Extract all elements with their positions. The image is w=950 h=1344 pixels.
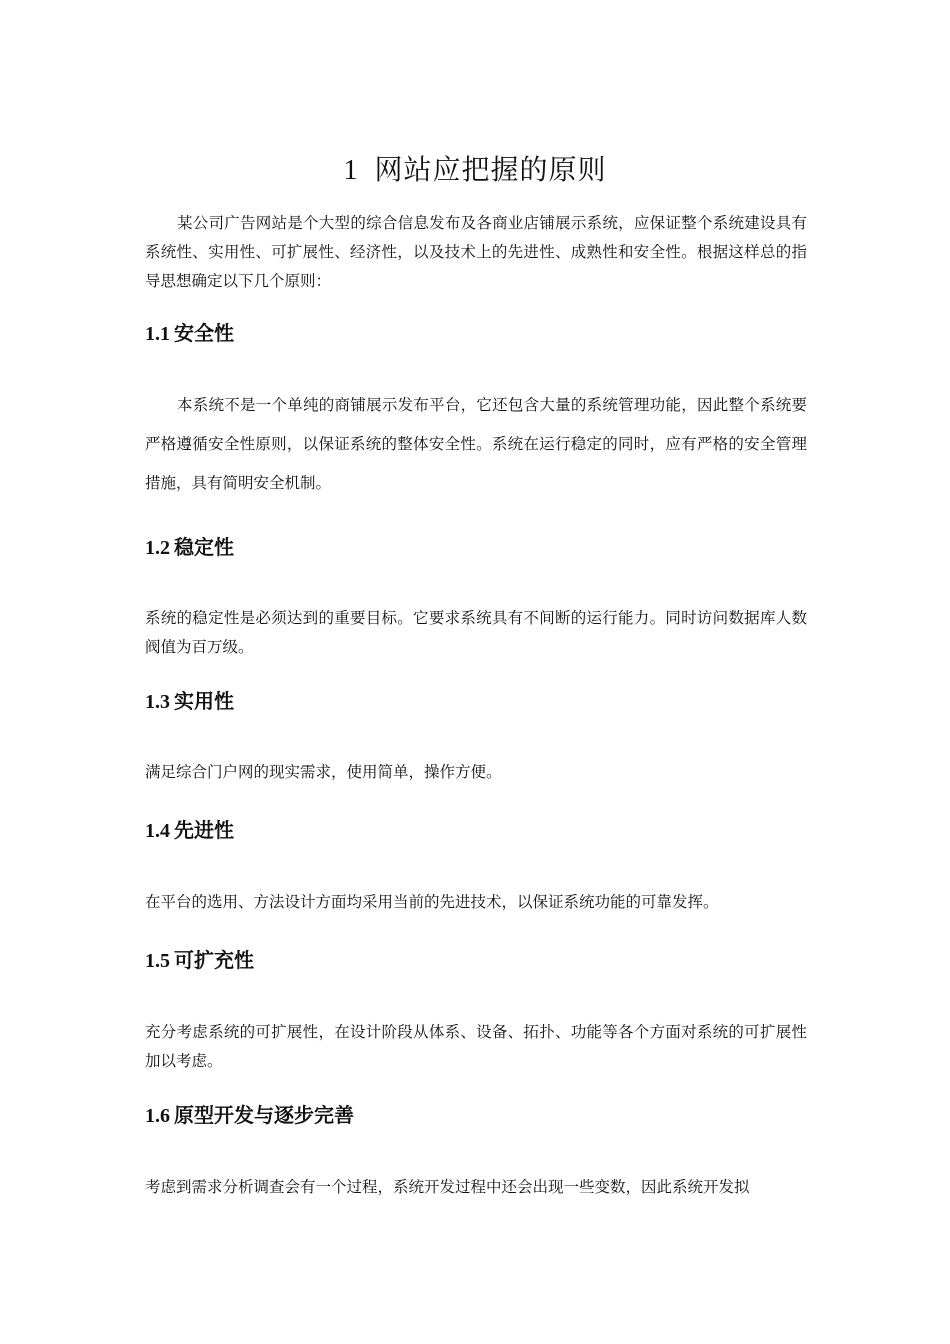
section-title: 稳定性: [174, 535, 234, 559]
section-heading-extensibility: [145, 945, 807, 976]
section-heading-stability: [145, 532, 807, 563]
section-title: 实用性: [174, 689, 234, 713]
section-heading-advancement: [145, 815, 807, 846]
section-body-practicality: 满足综合门户网的现实需求，使用简单，操作方便。: [145, 763, 502, 781]
section-number: 1.1: [145, 323, 170, 345]
section-title: 安全性: [174, 321, 234, 345]
section-number: 1.4: [145, 820, 170, 842]
title-number: 1: [343, 155, 359, 186]
section-body-prototype: 考虑到需求分析调查会有一个过程，系统开发过程中还会出现一些变数，因此系统开发拟: [145, 1178, 750, 1196]
title-text: 网站应把握的原则: [374, 153, 607, 186]
section-title: 原型开发与逐步完善: [174, 1103, 354, 1127]
section-heading-prototype: [145, 1100, 807, 1131]
section-heading-security: [145, 318, 807, 349]
section-number: 1.2: [145, 537, 170, 559]
intro-paragraph: 某公司广告网站是个大型的综合信息发布及各商业店铺展示系统，应保证整个系统建设具有系统性、实用性、可扩展性、经济性，以及技术上的先进性、成熟性和安全性。根据这样总的指导思想确定以下几个原则：: [145, 214, 807, 290]
section-body-advancement: 在平台的选用、方法设计方面均采用当前的先进技术，以保证系统功能的可靠发挥。: [145, 893, 719, 911]
section-body-extensibility: 充分考虑系统的可扩展性，在设计阶段从体系、设备、拓扑、功能等各个方面对系统的可扩展性加以考虑。: [145, 1023, 807, 1070]
page-title: [0, 150, 950, 191]
section-heading-practicality: [145, 686, 807, 717]
section-number: 1.5: [145, 950, 170, 972]
section-body-security: 本系统不是一个单纯的商铺展示发布平台，它还包含大量的系统管理功能，因此整个系统要严格遵循安全性原则，以保证系统的整体安全性。系统在运行稳定的同时，应有严格的安全管理措施，具有简明安全机制。: [145, 396, 807, 492]
section-title: 可扩充性: [174, 948, 254, 972]
section-body-stability: 系统的稳定性是必须达到的重要目标。它要求系统具有不间断的运行能力。同时访问数据库人数阀值为百万级。: [145, 609, 807, 656]
section-number: 1.6: [145, 1105, 170, 1127]
section-title: 先进性: [174, 818, 234, 842]
section-number: 1.3: [145, 691, 170, 713]
